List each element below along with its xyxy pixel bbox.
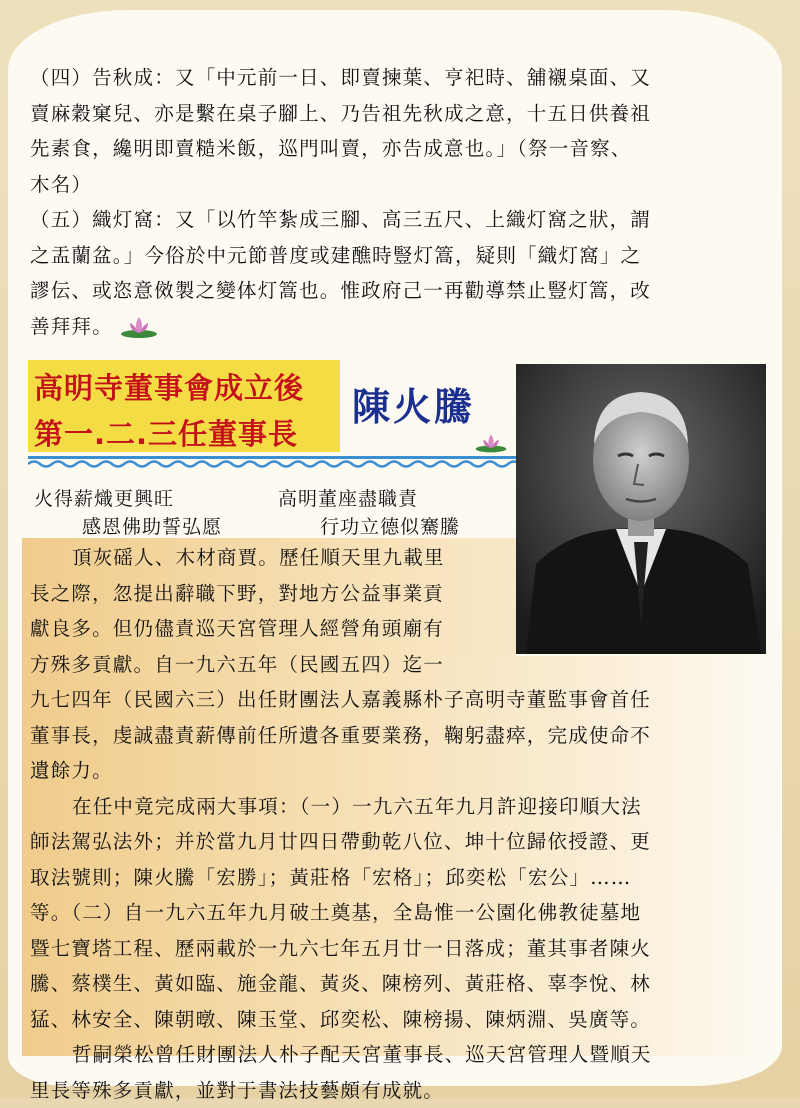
title-line-2: 第一.二.三任董事長: [34, 412, 298, 453]
couplet-right-bottom: 行功立德似騫騰: [320, 512, 460, 539]
biography-line: 猛、林安全、陳朝暾、陳玉堂、邱奕松、陳榜揚、陳炳淵、吳廣等。: [30, 1002, 770, 1038]
chairman-name: 陳火騰: [352, 376, 475, 431]
section-five-last-line: [30, 309, 770, 345]
biography-line: 在任中竟完成兩大事項：（一）一九六五年九月許迎接印順大法: [30, 789, 770, 825]
biography-line: 遺餘力。: [30, 753, 770, 789]
title-line-1: 高明寺董事會成立後: [34, 366, 304, 407]
couplet-right-top: 高明董座盡職責: [278, 484, 418, 511]
biography-line: 方殊多貢獻。自一九六五年（民國五四）迄一: [30, 647, 770, 683]
biography-line: 騰、蔡樸生、黃如臨、施金龍、黃炎、陳榜列、黃莊格、辜李悅、林: [30, 966, 770, 1002]
biography-line: 長之際，忽提出辭職下野，對地方公益事業貢: [30, 576, 770, 612]
biography-line: 取法號則；陳火騰「宏勝」；黃莊格「宏格」；邱奕松「宏公」……: [30, 860, 770, 896]
lotus-icon: [474, 432, 508, 454]
top-text-block: [30, 60, 770, 344]
biography-line: 頂灰磘人、木材商賈。歷任順天里九載里: [30, 540, 770, 576]
wave-divider: [28, 456, 516, 470]
section-five-line: 謬伝、或恣意傚製之變体灯篙也。惟政府己一再勸導禁止豎灯篙，改: [30, 273, 770, 309]
section-five-line: 之盂蘭盆。」今俗於中元節普度或建醮時豎灯篙，疑則「織灯窩」之: [30, 238, 770, 274]
lotus-icon: [119, 315, 159, 339]
section-four-line: 賣麻穀窠兒、亦是繫在桌子腳上、乃告祖先秋成之意，十五日供養祖: [30, 96, 770, 132]
section-four-line: 木名）: [30, 167, 770, 203]
section-four-line: 先素食，纔明即賣糙米飯，巡門叫賣，亦告成意也。」（祭一音察、: [30, 131, 770, 167]
biography-line: 九七四年（民國六三）出任財團法人嘉義縣朴子高明寺董監事會首任: [30, 682, 770, 718]
couplet-left-bottom: 感恩佛助誓弘愿: [82, 512, 222, 539]
biography-line: 里長等殊多貢獻，並對于書法技藝頗有成就。: [30, 1073, 770, 1108]
biography-line: 等。（二）自一九六五年九月破土奠基，全島惟一公園化佛教徒墓地: [30, 895, 770, 931]
section-five-line: （五）織灯窩：又「以竹竿紮成三腳、高三五尺、上織灯窩之狀，謂: [30, 202, 770, 238]
biography-line: 暨七寶塔工程、歷兩載於一九六七年五月廿一日落成；董其事者陳火: [30, 931, 770, 967]
biography-line: 董事長，虔誠盡責薪傳前任所遺各重要業務，鞠躬盡瘁，完成使命不: [30, 718, 770, 754]
biography-text: [30, 540, 770, 1108]
biography-line: 師法駕弘法外；并於當九月廿四日帶動乾八位、坤十位歸依授證、更: [30, 824, 770, 860]
section-four-line: （四）告秋成：又「中元前一日、即賣揀葉、亨祀時、舖襯桌面、又: [30, 60, 770, 96]
couplet-left-top: 火得薪熾更興旺: [34, 484, 174, 511]
biography-line: 獻良多。但仍儘責巡天宮管理人經營角頭廟有: [30, 611, 770, 647]
biography-line: 哲嗣榮松曾任財團法人朴子配天宮董事長、巡天宮管理人暨順天: [30, 1037, 770, 1073]
section-five-line: 善拜拜。: [30, 315, 113, 338]
